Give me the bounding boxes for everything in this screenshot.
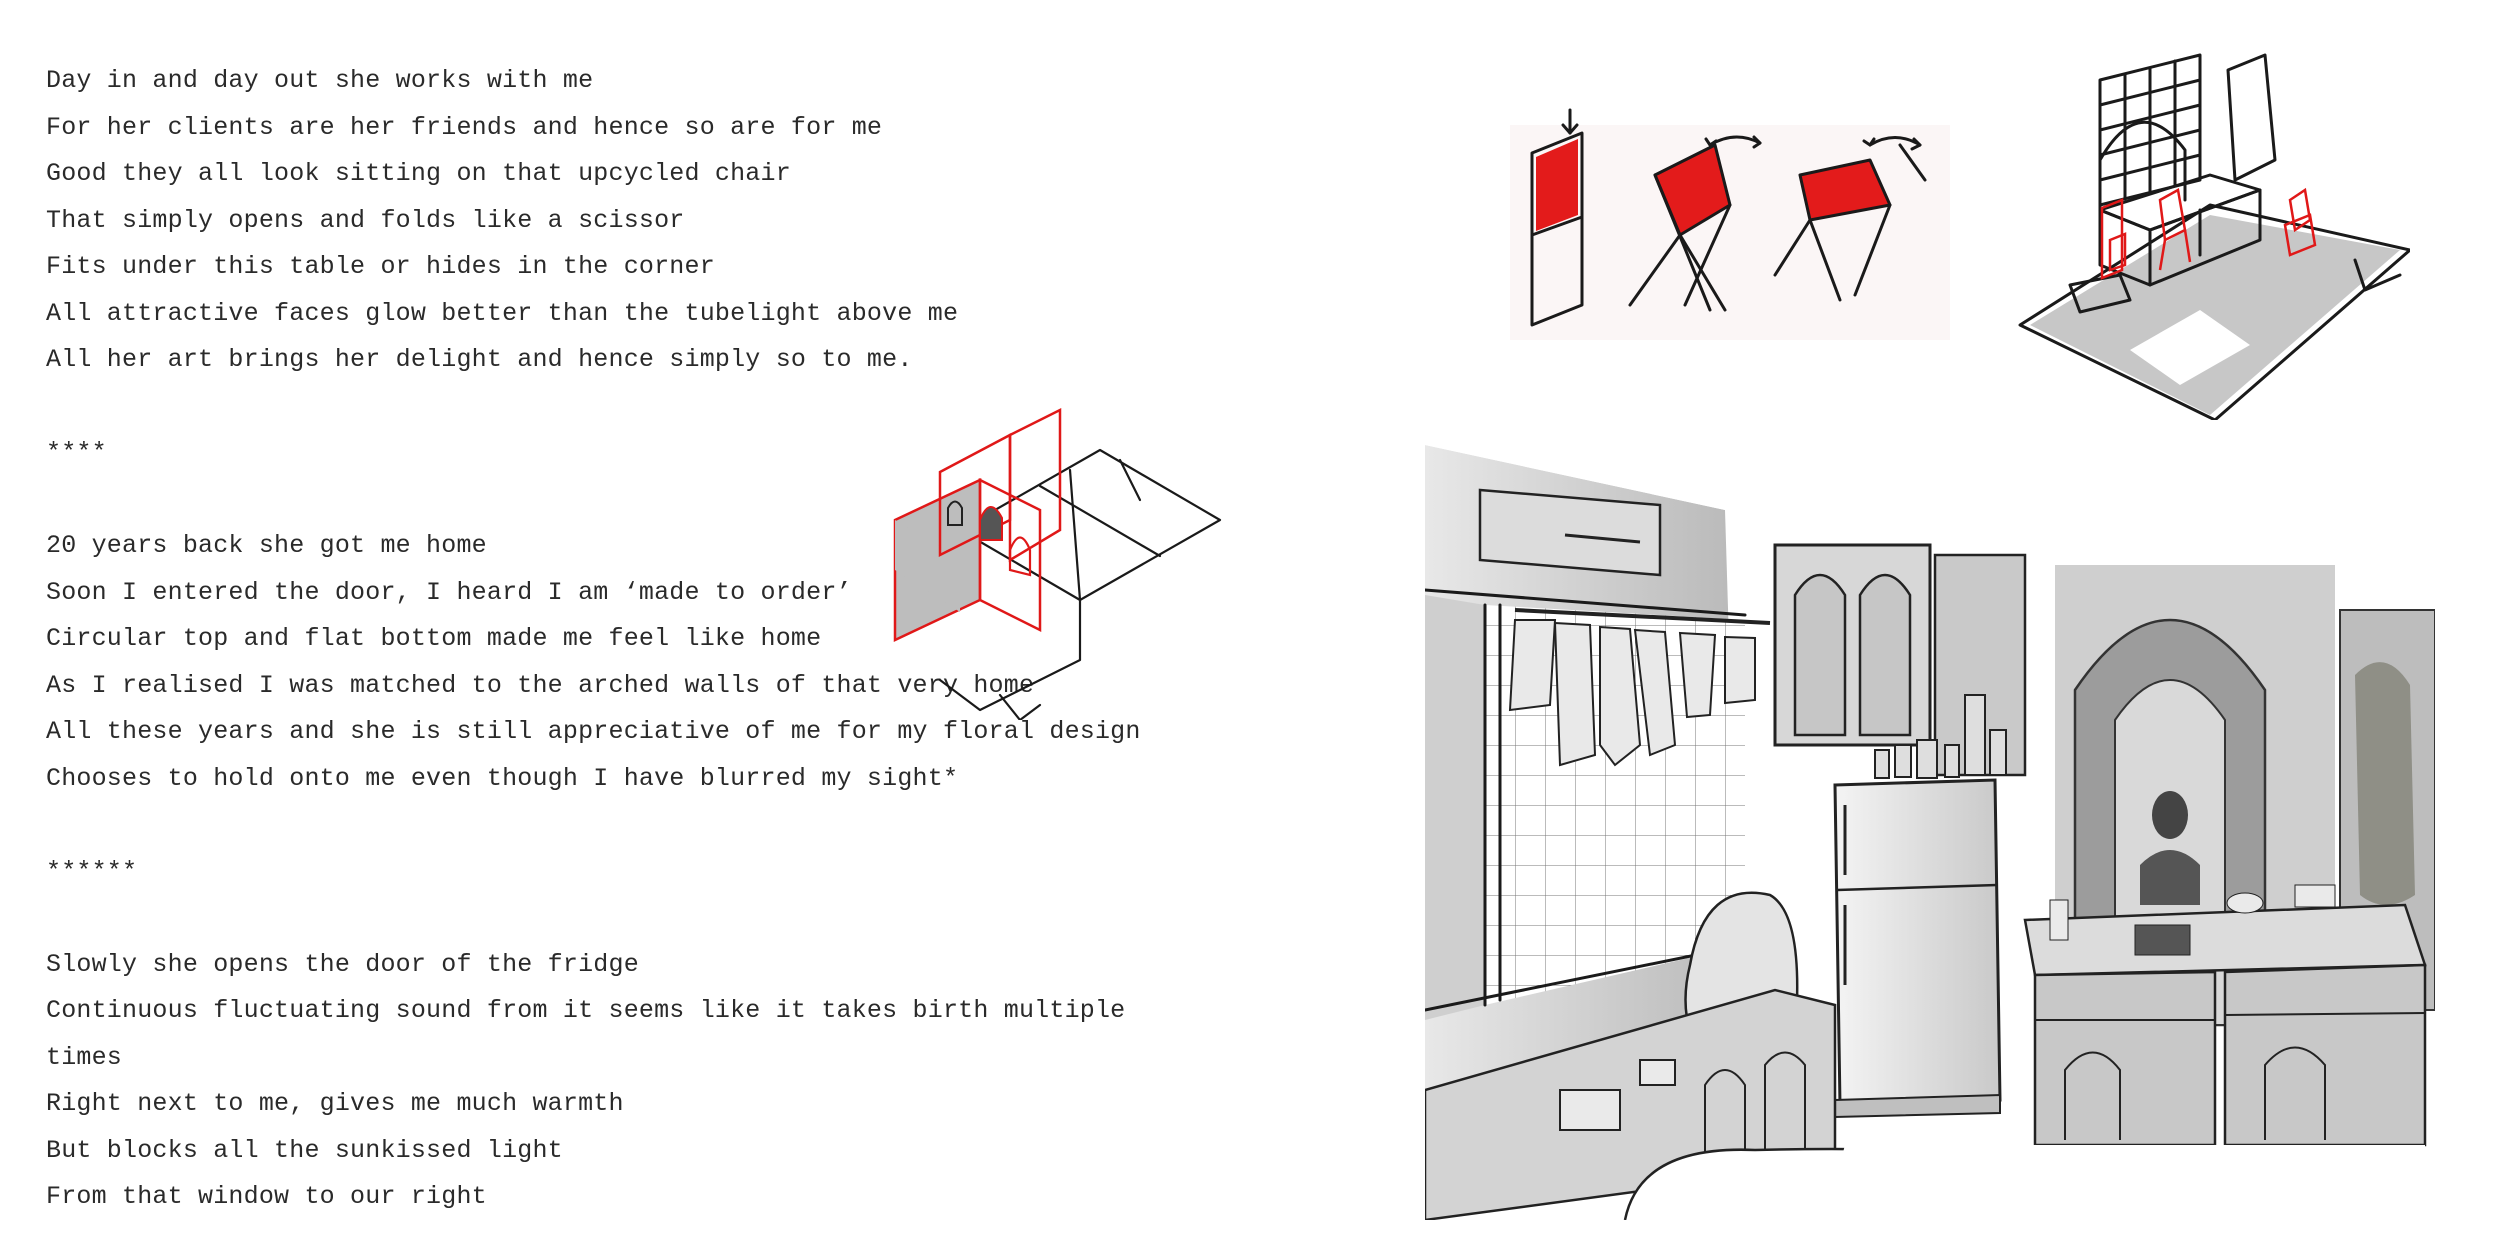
poem-line: For her clients are her friends and hence so are for me xyxy=(46,112,883,142)
poem-line: Right next to me, gives me much warmth xyxy=(46,1089,624,1118)
arched-walls-isometric-sketch xyxy=(880,400,1230,720)
poem-line: Chooses to hold onto me even though I have blurred my sight* xyxy=(46,763,959,793)
poem-line: Day in and day out she works with me xyxy=(46,66,594,95)
dressing-table xyxy=(2025,885,2425,1145)
stanza-separator: ****** xyxy=(46,856,138,886)
poem-line: All these years and she is still appreciative of me for my floral design xyxy=(46,717,1141,746)
poem-line: All her art brings her delight and hence simply so to me. xyxy=(46,345,913,374)
room-interior-perspective-drawing xyxy=(1425,445,2435,1220)
folding-chair-sequence-sketch xyxy=(1510,105,1950,345)
poem-line: Fits under this table or hides in the corner xyxy=(46,252,715,281)
poem-line: Good they all look sitting on that upcycled chair xyxy=(46,159,791,188)
poem-line: From that window to our right xyxy=(46,1182,487,1211)
poem-line: Circular top and flat bottom made me feel like home xyxy=(46,624,822,653)
fridge xyxy=(1835,780,2000,1117)
poem-line: As I realised I was matched to the arched walls of that very home xyxy=(46,670,1035,700)
upper-cabinet xyxy=(1775,545,1930,745)
poem-line: That simply opens and folds like a scissor xyxy=(46,205,685,235)
poem-line: But blocks all the sunkissed light xyxy=(46,1135,563,1165)
poem-line: 20 years back she got me home xyxy=(46,531,487,560)
air-conditioner xyxy=(1480,490,1660,575)
poem-line: All attractive faces glow better than the tubelight above me xyxy=(46,298,959,328)
poem-line: Continuous fluctuating sound from it seems like it takes birth multiple xyxy=(46,996,1126,1025)
room-isometric-sketch xyxy=(2010,50,2410,420)
poem-line: Slowly she opens the door of the fridge xyxy=(46,949,639,979)
poem-line: times xyxy=(46,1042,123,1072)
poem-line: Soon I entered the door, I heard I am ‘made to order’ xyxy=(46,577,852,607)
stanza-separator: **** xyxy=(46,438,107,467)
